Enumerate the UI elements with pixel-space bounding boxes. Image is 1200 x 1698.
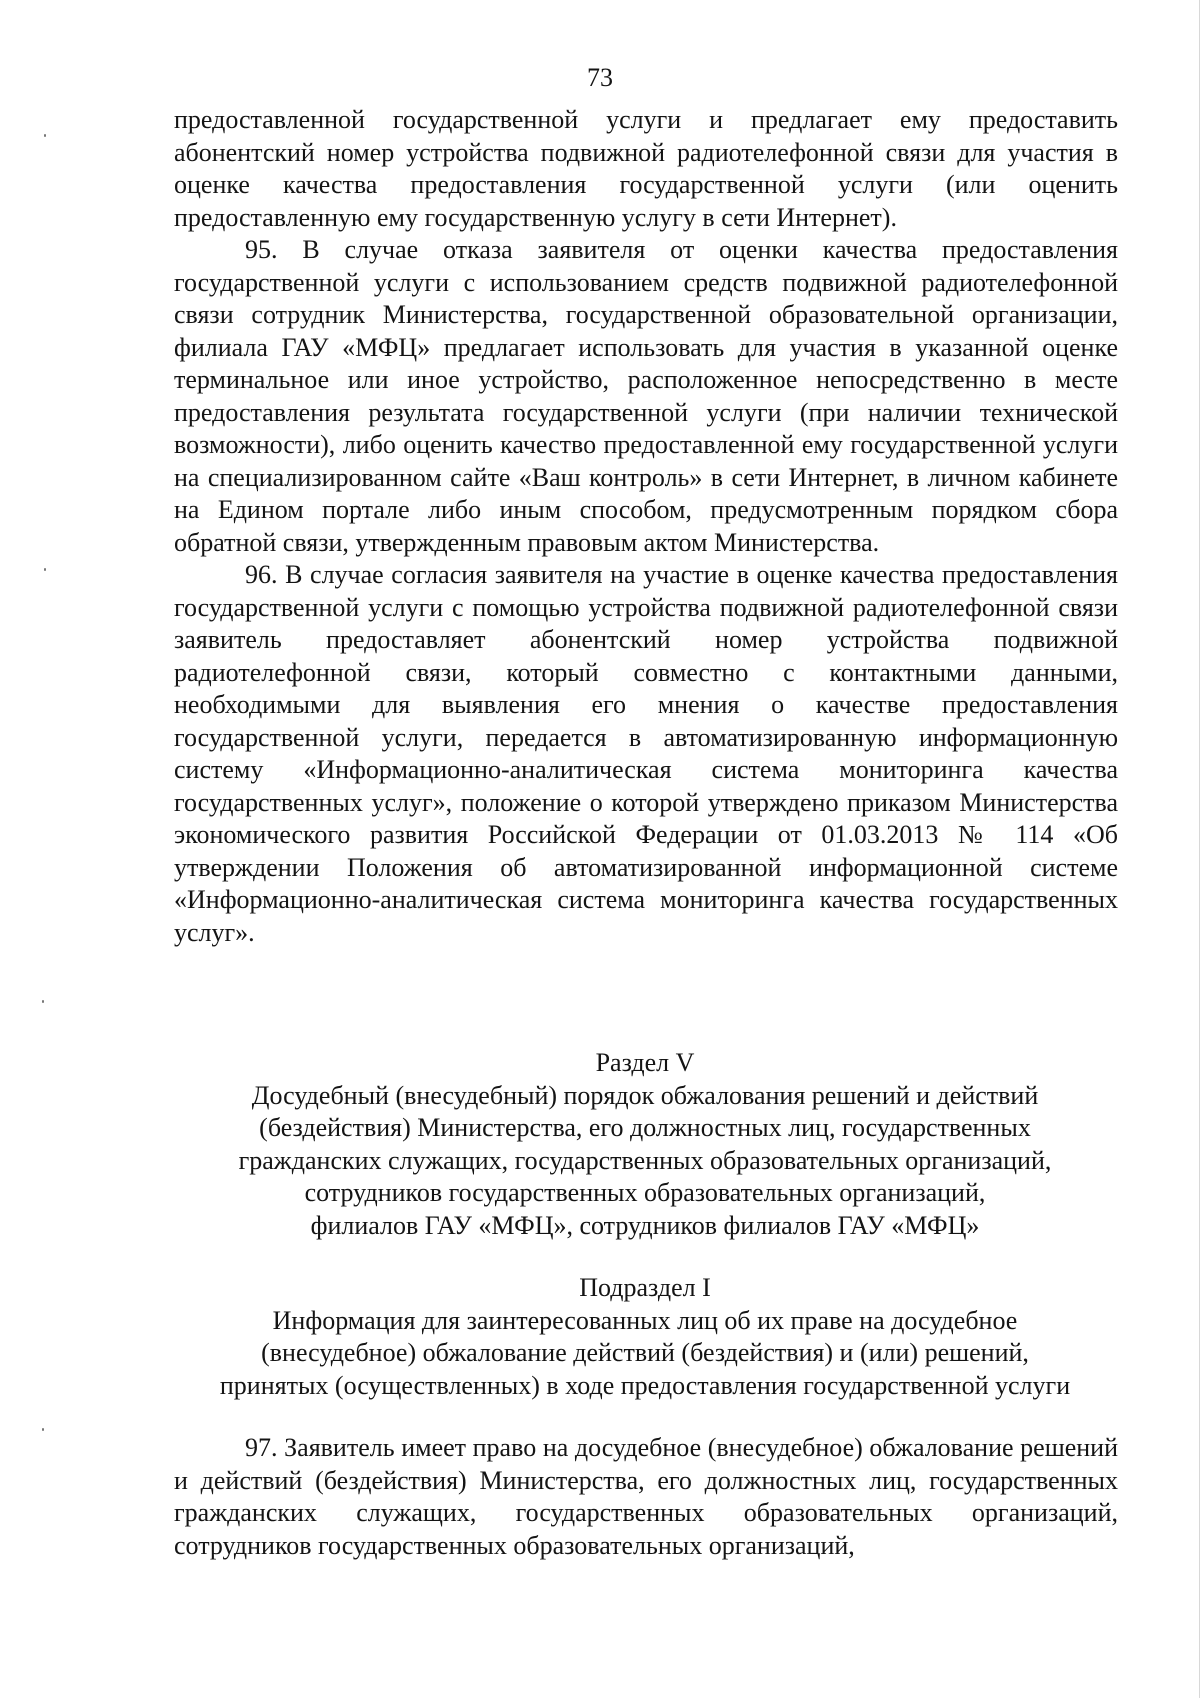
section-title-line: гражданских служащих, государственных образовательных организаций, xyxy=(238,1145,1052,1175)
section-heading xyxy=(150,1047,1140,1242)
scan-speck xyxy=(42,1428,44,1431)
body-text-top xyxy=(174,104,1118,949)
subsection-title-line: принятых (осуществленных) в ходе предоставления государственной услуги xyxy=(219,1370,1071,1400)
paragraph-96: 96. В случае согласия заявителя на участие в оценке качества предоставления государственной услуги с помощью устройства подвижной радиотелефонной связи заявитель предоставляет абонентский номер устройства подвижной радиотелефонной связи, который совместно с контактными данными, необходимыми для выявления его мнения о качестве предоставления государственной услуги, передается в автоматизированную информационную систему «Информационно-аналитическая система мониторинга качества государственных услуг», положение о которой утверждено приказом Министерства экономического развития Российской Федерации от 01.03.2013 № 114 «Об утверждении Положения об автоматизированной информационной системе «Информационно-аналитическая система мониторинга качества государственных услуг». xyxy=(174,560,1118,947)
section-label: Раздел V xyxy=(595,1048,695,1077)
paragraph-97: 97. Заявитель имеет право на досудебное (внесудебное) обжалование решений и действий (бездействия) Министерства, его должностных лиц, государственных гражданских служащих, государственных образовательных организаций, сотрудников государственных образовательных организаций, xyxy=(174,1433,1118,1560)
scan-speck xyxy=(44,134,46,137)
paragraph-95: 95. В случае отказа заявителя от оценки качества предоставления государственной услуги с использованием средств подвижной радиотелефонной связи сотрудник Министерства, государственной образовательной организации, филиала ГАУ «МФЦ» предлагает использовать для участия в указанной оценке терминальное или иное устройство, расположенное непосредственно в месте предоставления результата государственной услуги (при наличии технической возможности), либо оценить качество предоставленной ему государственной услуги на специализированном сайте «Ваш контроль» в сети Интернет, в личном кабинете на Едином портале либо иным способом, предусмотренным порядком сбора обратной связи, утвержденным правовым актом Министерства. xyxy=(174,235,1118,557)
scan-speck xyxy=(44,568,46,571)
subsection-title xyxy=(150,1305,1140,1403)
subsection-label: Подраздел I xyxy=(579,1273,711,1302)
page-number: 73 xyxy=(587,63,613,92)
paragraph-intro: предоставленной государственной услуги и предлагает ему предоставить абонентский номер устройства подвижной радиотелефонной связи для участия в оценке качества предоставления государственной услуги (или оценить предоставленную ему государственную услугу в сети Интернет). xyxy=(174,105,1118,232)
scan-speck xyxy=(42,1000,44,1003)
subsection-heading xyxy=(150,1272,1140,1402)
subsection-title-line: Информация для заинтересованных лиц об их праве на досудебное xyxy=(272,1305,1018,1335)
subsection-title-line: (внесудебное) обжалование действий (бездействия) и (или) решений, xyxy=(261,1338,1029,1367)
section-title xyxy=(150,1080,1140,1243)
section-title-line: (бездействия) Министерства, его должностных лиц, государственных xyxy=(259,1113,1031,1142)
section-title-line: сотрудников государственных образовательных организаций, xyxy=(304,1178,986,1207)
section-title-line: филиалов ГАУ «МФЦ», сотрудников филиалов ГАУ «МФЦ» xyxy=(310,1210,980,1240)
section-title-line: Досудебный (внесудебный) порядок обжалования решений и действий xyxy=(251,1080,1039,1110)
body-text-bottom xyxy=(174,1432,1118,1562)
